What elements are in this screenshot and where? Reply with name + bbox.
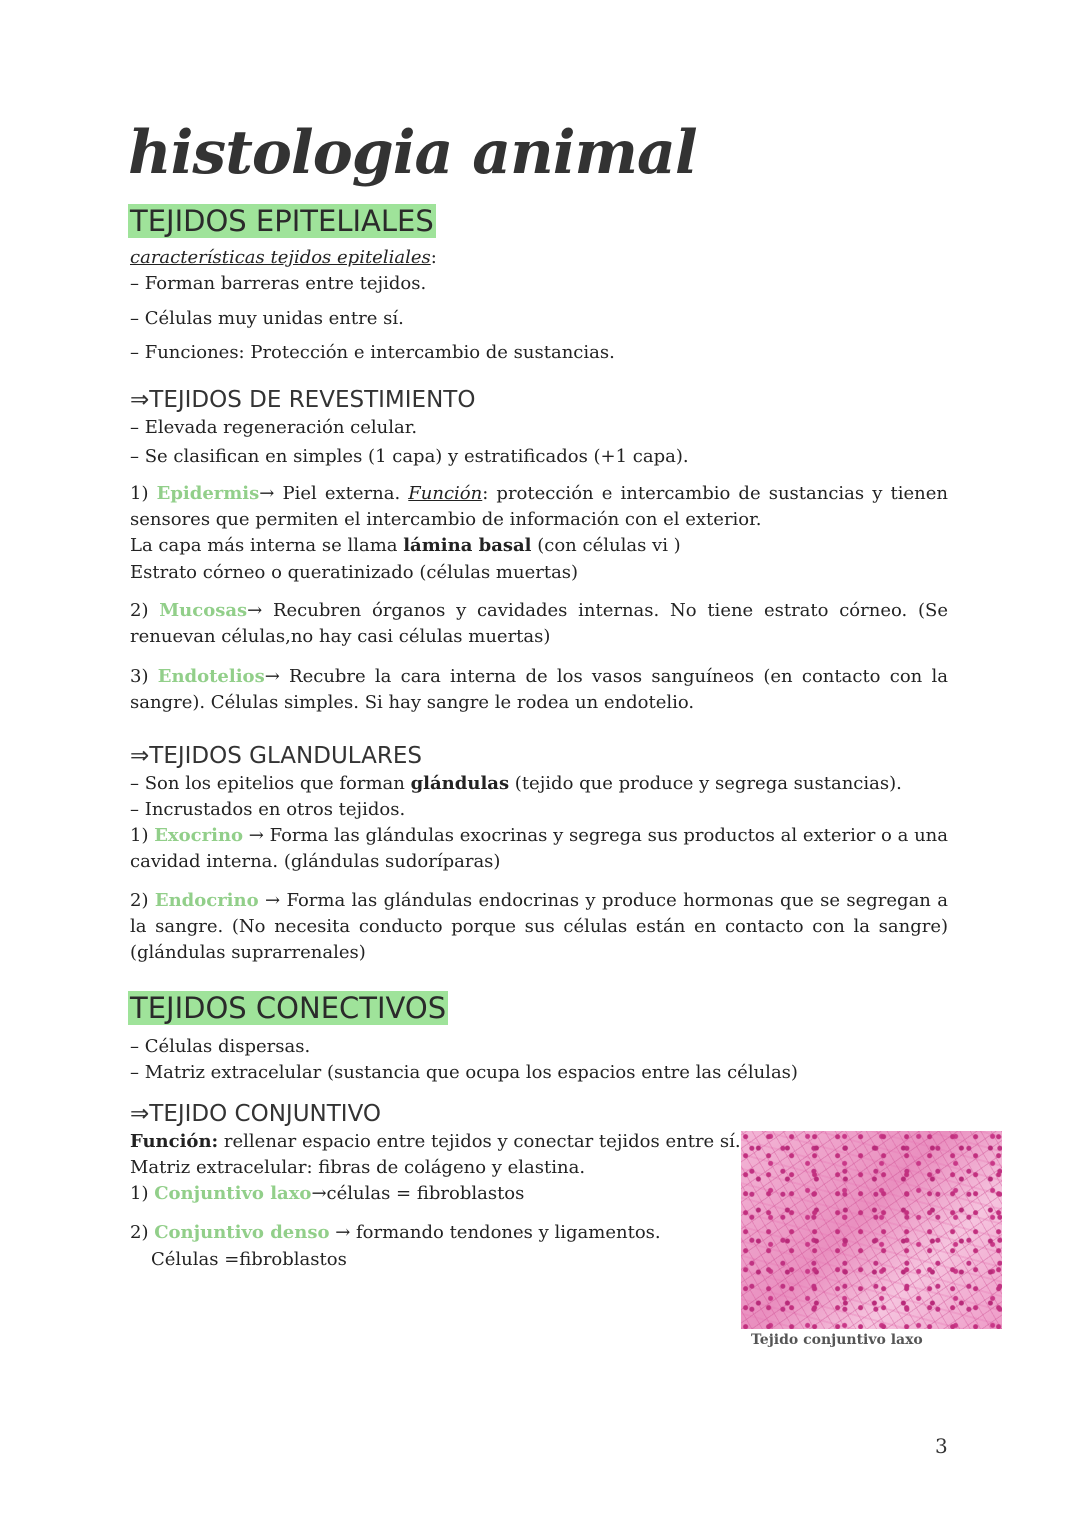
heading-highlight: TEJIDOS EPITELIALES (130, 204, 434, 238)
item-endocrino: 2) Endocrino → Forma las glándulas endocrinas y produce hormonas que se segregan a la sangre. (No necesita conducto porque sus células están en contacto con la sangre) (glándulas suprarrenales) (130, 890, 948, 963)
histology-image-conjuntivo-laxo (741, 1131, 1002, 1329)
funcion-label: Función (408, 483, 483, 504)
bullet-celulas-unidas: – Células muy unidas entre sí. (130, 308, 404, 329)
page-title: histologia animal (128, 118, 697, 188)
bullet-incrustados: – Incrustados en otros tejidos. (130, 799, 406, 820)
item-mucosas: 2) Mucosas→ Recubren órganos y cavidades internas. No tiene estrato córneo. (Se renuevan células,no hay casi células muertas) (130, 600, 948, 647)
heading-highlight: TEJIDOS CONECTIVOS (130, 991, 447, 1025)
subheading-revestimiento: ⇒TEJIDOS DE REVESTIMIENTO (130, 387, 476, 413)
term-conjuntivo-denso: Conjuntivo denso (154, 1222, 330, 1243)
term-conjuntivo-laxo: Conjuntivo laxo (154, 1183, 312, 1204)
epidermis-lamina-basal: La capa más interna se llama lámina basal (con células vi ) (130, 535, 681, 556)
item-conjuntivo-denso: 2) Conjuntivo denso → formando tendones y ligamentos. (130, 1222, 661, 1243)
image-caption: Tejido conjuntivo laxo (751, 1332, 923, 1348)
subheading-conjuntivo: ⇒TEJIDO CONJUNTIVO (130, 1101, 382, 1127)
bullet-barreras: – Forman barreras entre tejidos. (130, 273, 427, 294)
bullet-funciones: – Funciones: Protección e intercambio de sustancias. (130, 342, 615, 363)
item-endotelios: 3) Endotelios→ Recubre la cara interna de los vasos sanguíneos (en contacto con la sangre). Células simples. Si hay sangre le rodea un endotelio. (130, 666, 948, 713)
term-exocrino: Exocrino (154, 825, 244, 846)
term-mucosas: Mucosas (159, 600, 248, 621)
bullet-regeneracion: – Elevada regeneración celular. (130, 417, 418, 438)
term-epidermis: Epidermis (156, 483, 260, 504)
conjuntivo-funcion: Función: rellenar espacio entre tejidos y conectar tejidos entre sí. (130, 1131, 741, 1152)
caracteristicas-label-line: características tejidos epiteliales: (130, 247, 437, 268)
bullet-clasificacion: – Se clasifican en simples (1 capa) y estratificados (+1 capa). (130, 446, 689, 467)
section-heading-conectivos (128, 991, 448, 1025)
term-endotelios: Endotelios (157, 666, 265, 687)
section-heading-epiteliales (128, 204, 436, 238)
bullet-celulas-dispersas: – Células dispersas. (130, 1036, 311, 1057)
term-endocrino: Endocrino (154, 890, 259, 911)
item-exocrino: 1) Exocrino → Forma las glándulas exocrinas y segrega sus productos al exterior o a una cavidad interna. (glándulas sudoríparas) (130, 825, 948, 872)
caracteristicas-label: características tejidos epiteliales (130, 247, 431, 268)
item-conjuntivo-laxo: 1) Conjuntivo laxo→células = fibroblastos (130, 1183, 525, 1204)
page-number: 3 (935, 1434, 948, 1458)
conjuntivo-denso-celulas: Células =fibroblastos (151, 1249, 347, 1270)
bullet-glandulas: – Son los epitelios que forman glándulas (tejido que produce y segrega sustancias). (130, 773, 902, 794)
epidermis-estrato-corneo: Estrato córneo o queratinizado (células muertas) (130, 562, 579, 583)
subheading-glandulares: ⇒TEJIDOS GLANDULARES (130, 743, 422, 769)
conjuntivo-matriz: Matriz extracelular: fibras de colágeno y elastina. (130, 1157, 586, 1178)
item-epidermis: 1) Epidermis→ Piel externa. Función: protección e intercambio de sustancias y tienen sensores que permiten el intercambio de información con el exterior. (130, 483, 948, 530)
bullet-matriz-extracelular: – Matriz extracelular (sustancia que ocupa los espacios entre las células) (130, 1062, 798, 1083)
